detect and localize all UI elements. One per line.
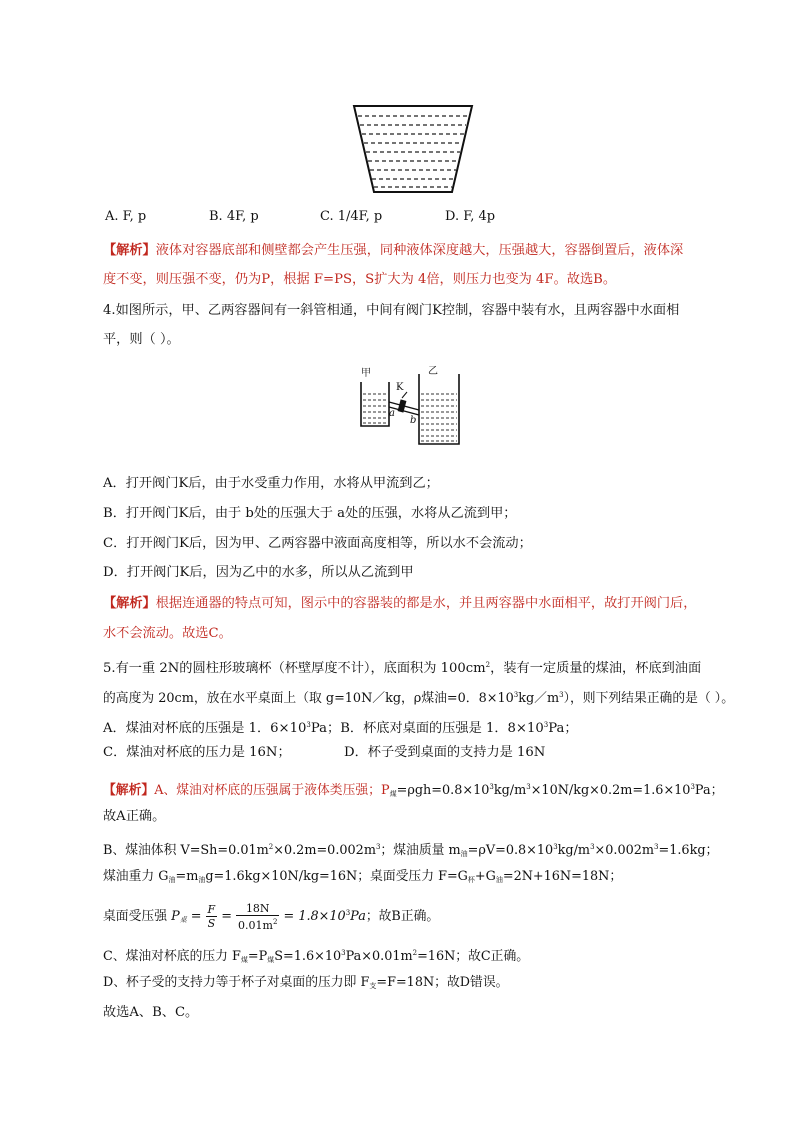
q5-option-a-b: A．煤油对杯底的压强是 1．$6\times 10^3Pa$；B．杯底对桌面的压强是 1．$8\times 10^3Pa$； bbox=[103, 721, 578, 736]
q5-analysis-b-line-1: B、煤油体积 $V=Sh=0.01m^2\times 0.2m=0.002m^3$；煤油质量 $m_油=\rho V=0.8\times 10^3kg/m^3\times 0.002m^3=1.6kg$； bbox=[103, 843, 719, 858]
label-yi: 乙 bbox=[428, 366, 438, 377]
q5-analysis-b-line-2: 煤油重力 $G_油=m_油g=1.6kg\times 10N/kg=16N$；桌面受压力 $F=G_杯+G_油=2N+16N=18N$； bbox=[103, 869, 623, 884]
label-jia: 甲 bbox=[361, 368, 371, 379]
q5-analysis-a-line-2: 故A正确。 bbox=[103, 809, 166, 824]
q5-option-c: C．煤油对杯底的压力是 16N； bbox=[103, 745, 291, 760]
q3-option-c: C. 1/4F, p bbox=[320, 209, 383, 224]
q5-analysis-a-line-1: 【解析】A、煤油对杯底的压强属于液体类压强；$P_煤=\rho gh=0.8\times 10^3kg/m^3\times 10N/kg\times 0.2m=1.6\times 10^3Pa$； bbox=[103, 783, 724, 798]
q4-analysis-line-2: 水不会流动。故选C。 bbox=[103, 626, 232, 641]
analysis-tag: 【解析】 bbox=[103, 243, 156, 258]
q3-analysis-line-1: 【解析】液体对容器底部和侧壁都会产生压强，同种液体深度越大，压强越大，容器倒置后，液体深 bbox=[103, 243, 684, 258]
q5-final-answer: 故选A、B、C。 bbox=[103, 1005, 199, 1020]
q3-analysis-line-2: 度不变，则压强不变，仍为P，根据 F=PS，S扩大为 4倍，则压力也变为 4F。故选B。 bbox=[103, 272, 617, 287]
q5-stem-line-2: 的高度为 20cm，放在水平桌面上（取 g=10N／kg，ρ煤油=0．$8\times 10^3kg/m^3$），则下列结果正确的是（ ）。 bbox=[103, 691, 735, 706]
q4-option-d: D．打开阀门K后，因为乙中的水多，所以从乙流到甲 bbox=[103, 565, 414, 580]
q3-option-a: A. F, p bbox=[105, 209, 147, 224]
label-b: b bbox=[410, 415, 417, 426]
q4-stem-line-2: 平，则（ ）。 bbox=[103, 332, 180, 347]
q5-option-d: D．杯子受到桌面的支持力是 16N bbox=[344, 745, 546, 760]
q4-option-a: A．打开阀门K后，由于水受重力作用，水将从甲流到乙； bbox=[103, 476, 439, 491]
q5-analysis-d: D、杯子受的支持力等于杯子对桌面的压力即 $F_支=F=18N$；故D错误。 bbox=[103, 975, 509, 990]
q5-analysis-b-line-3: 桌面受压强 $P_桌$ = $\frac{F}{S}$ = $\frac{18N}{0.01m^2}$ = $1.8\times 10^3Pa$；故B正确。 bbox=[103, 901, 440, 932]
q3-option-b: B. 4F, p bbox=[209, 209, 259, 224]
analysis-tag: 【解析】 bbox=[103, 783, 155, 798]
fraction-f-over-s: $\frac{F}{S}$ bbox=[207, 903, 216, 930]
q3-option-d: D. F, 4p bbox=[445, 209, 496, 224]
fraction-18n-over-area: $\frac{18N}{0.01m^2}$ bbox=[238, 901, 278, 932]
label-a: a bbox=[389, 408, 395, 419]
q4-option-c: C．打开阀门K后，因为甲、乙两容器中液面高度相等，所以水不会流动； bbox=[103, 536, 532, 551]
pressure-formula: $P_桌$ bbox=[171, 909, 187, 924]
q4-analysis-line-1: 【解析】根据连通器的特点可知，图示中的容器装的都是水，并且两容器中水面相平，故打开阀门后， bbox=[103, 596, 697, 611]
q5-analysis-c: C、煤油对杯底的压力 $F_煤=P_煤S=1.6\times 10^3Pa\times 0.01m^2=16N$；故C正确。 bbox=[103, 949, 530, 964]
q4-option-b: B．打开阀门K后，由于 b处的压强大于 a处的压强，水将从乙流到甲； bbox=[103, 506, 517, 521]
inverted-trapezoid-container-figure bbox=[352, 104, 474, 196]
connected-vessels-figure bbox=[355, 360, 465, 452]
q5-stem-line-1: 5.有一重 2N的圆柱形玻璃杯（杯壁厚度不计），底面积为 $100cm^2$，装有一定质量的煤油，杯底到油面 bbox=[103, 661, 702, 676]
label-k: K bbox=[396, 382, 404, 393]
q4-stem-line-1: 4.如图所示，甲、乙两容器间有一斜管相通，中间有阀门K控制，容器中装有水，且两容器中水面相 bbox=[103, 303, 680, 318]
analysis-tag: 【解析】 bbox=[103, 596, 156, 611]
